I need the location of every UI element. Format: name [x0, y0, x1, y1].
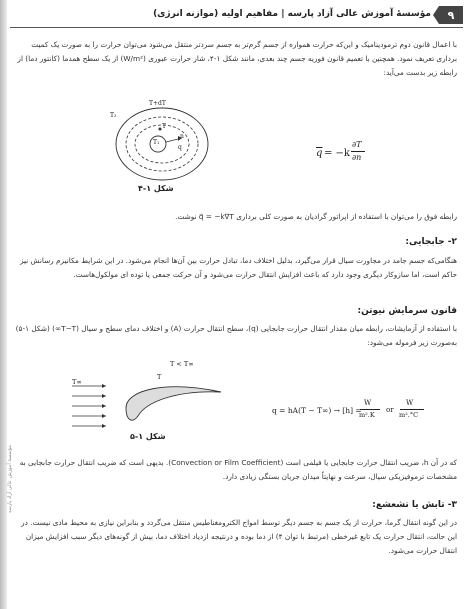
- newton-formula-main: q = hA(T − T∞) → [h] =: [272, 406, 362, 415]
- unit-1-denominator: m².K: [359, 411, 375, 419]
- unit-1-numerator: W: [364, 399, 372, 407]
- section-3-heading: ۳- تابش یا تشعشع:: [372, 500, 457, 510]
- formula-numerator: ∂T: [352, 140, 362, 149]
- label-t1: T₁: [153, 139, 160, 146]
- figure-1-5-caption: شکل ۱-۵: [130, 432, 166, 441]
- figure-1-4-caption: شکل ۱-۴: [138, 184, 174, 193]
- binding-strip: [0, 0, 7, 609]
- sidebar-text: مؤسسهٔ آموزش عالی آزاد پارسه: [7, 445, 13, 513]
- section-2-body: هنگامی‌که جسم جامد در مجاورت سیال قرار می‌گیرد، بدلیل اختلاف دما، تبادل حرارت بین آن‌ها انجام می‌شود. در این شرایط مکانیزم رسانش نیز حاکم است، اما سازوکار دیگری وجود دارد که باعث افزایش انتقال حرارت می‌شود و آن حرکت جمعی یا توده ای مولکول‌هاست.: [19, 256, 457, 279]
- airfoil-body: [126, 387, 221, 420]
- formula-fraction-bar: [351, 151, 365, 152]
- page-header: [10, 6, 463, 30]
- unit-or: or: [386, 406, 394, 414]
- fig5-condition: T < T∞: [170, 360, 194, 368]
- header-divider: [10, 27, 463, 28]
- formula-coef: = −k: [324, 148, 350, 159]
- label-t2: T₂: [110, 112, 117, 119]
- section-3-body: در این گونه انتقال گرما، حرارت از یک جسم به جسم دیگر توسط امواج الکترومغناطیس منتقل می‌گردد و بنابراین نیازی به محیط مادی نیست. در این حالت، انتقال حرارت یک تابع غیرخطی (مرتبط با توان ۴) از دما بوده و درنتیجه ازدیاد اختلاف دما، بیش از گونه‌های دیگر سبب افزایش میزان انتقال حرارت می‌شود.: [21, 518, 457, 555]
- header-title: مؤسسهٔ آموزش عالی آزاد پارسه | مفاهیم اولیه (موازنه انرژی): [153, 9, 431, 19]
- formula-lhs: $\overline{q}$: [316, 148, 323, 159]
- formula-denominator: ∂n: [352, 153, 362, 162]
- section-2-heading: ۲- جابجایی:: [405, 237, 457, 247]
- h-definition: که در آن h، ضریب انتقال حرارت جابجایی یا فیلمی است (Convection or Film Coefficient). بدیهی است که ضریب انتقال حرارت جابجایی به مشخصات ترموفیزیکی سیال، سرعت و نهایتاً میدان جریان بستگی زیادی دارد.: [19, 458, 457, 481]
- fig5-t: T: [157, 373, 162, 381]
- intro-paragraph: با اعمال قانون دوم ترمودینامیک و این‌که حرارت همواره از جسم گرم‌تر به جسم سردتر منتقل می‌شود می‌توان حرارت را به صورت یک کمیت برداری تعریف نمود. همچنین با تعمیم قانون فوریه جسم چند بعدی، مانند شکل ۱-۴، شار حرارت عبوری (W/m²) از یک سطح همدما (کانتور دما) از رابطه زیر بدست می‌آید:: [17, 40, 457, 77]
- outer-isotherm: [116, 108, 208, 180]
- page-number: ۹: [439, 6, 463, 24]
- vector-sentence: رابطه فوق را می‌توان با استفاده از اپراتور گرادیان به صورت کلی برداری q⃗ = −k∇T نوشت.: [175, 212, 457, 221]
- fourier-formula: [316, 138, 376, 178]
- label-q: q: [178, 144, 182, 151]
- figure-1-4: [112, 96, 292, 196]
- figure-1-5: [66, 362, 236, 442]
- label-t: T: [162, 123, 167, 130]
- label-n: n: [180, 133, 184, 140]
- fig5-t-inf: T∞: [72, 378, 82, 386]
- newton-law-body: با استفاده از آزمایشات، رابطه میان مقدار انتقال حرارت جابجایی (q)، سطح انتقال حرارت (A) و اختلاف دمای سطح و سیال (T−T∞) (شکل ۱-۵) به‌صورت زیر فرموله می‌شود:: [15, 324, 457, 347]
- newton-law-heading: قانون سرمایش نیوتن:: [357, 306, 457, 316]
- unit-2-numerator: W: [406, 399, 414, 407]
- unit-2-denominator: m².°C: [399, 411, 419, 419]
- label-t-dt: T+dT: [149, 100, 166, 107]
- newton-formula: [272, 398, 462, 428]
